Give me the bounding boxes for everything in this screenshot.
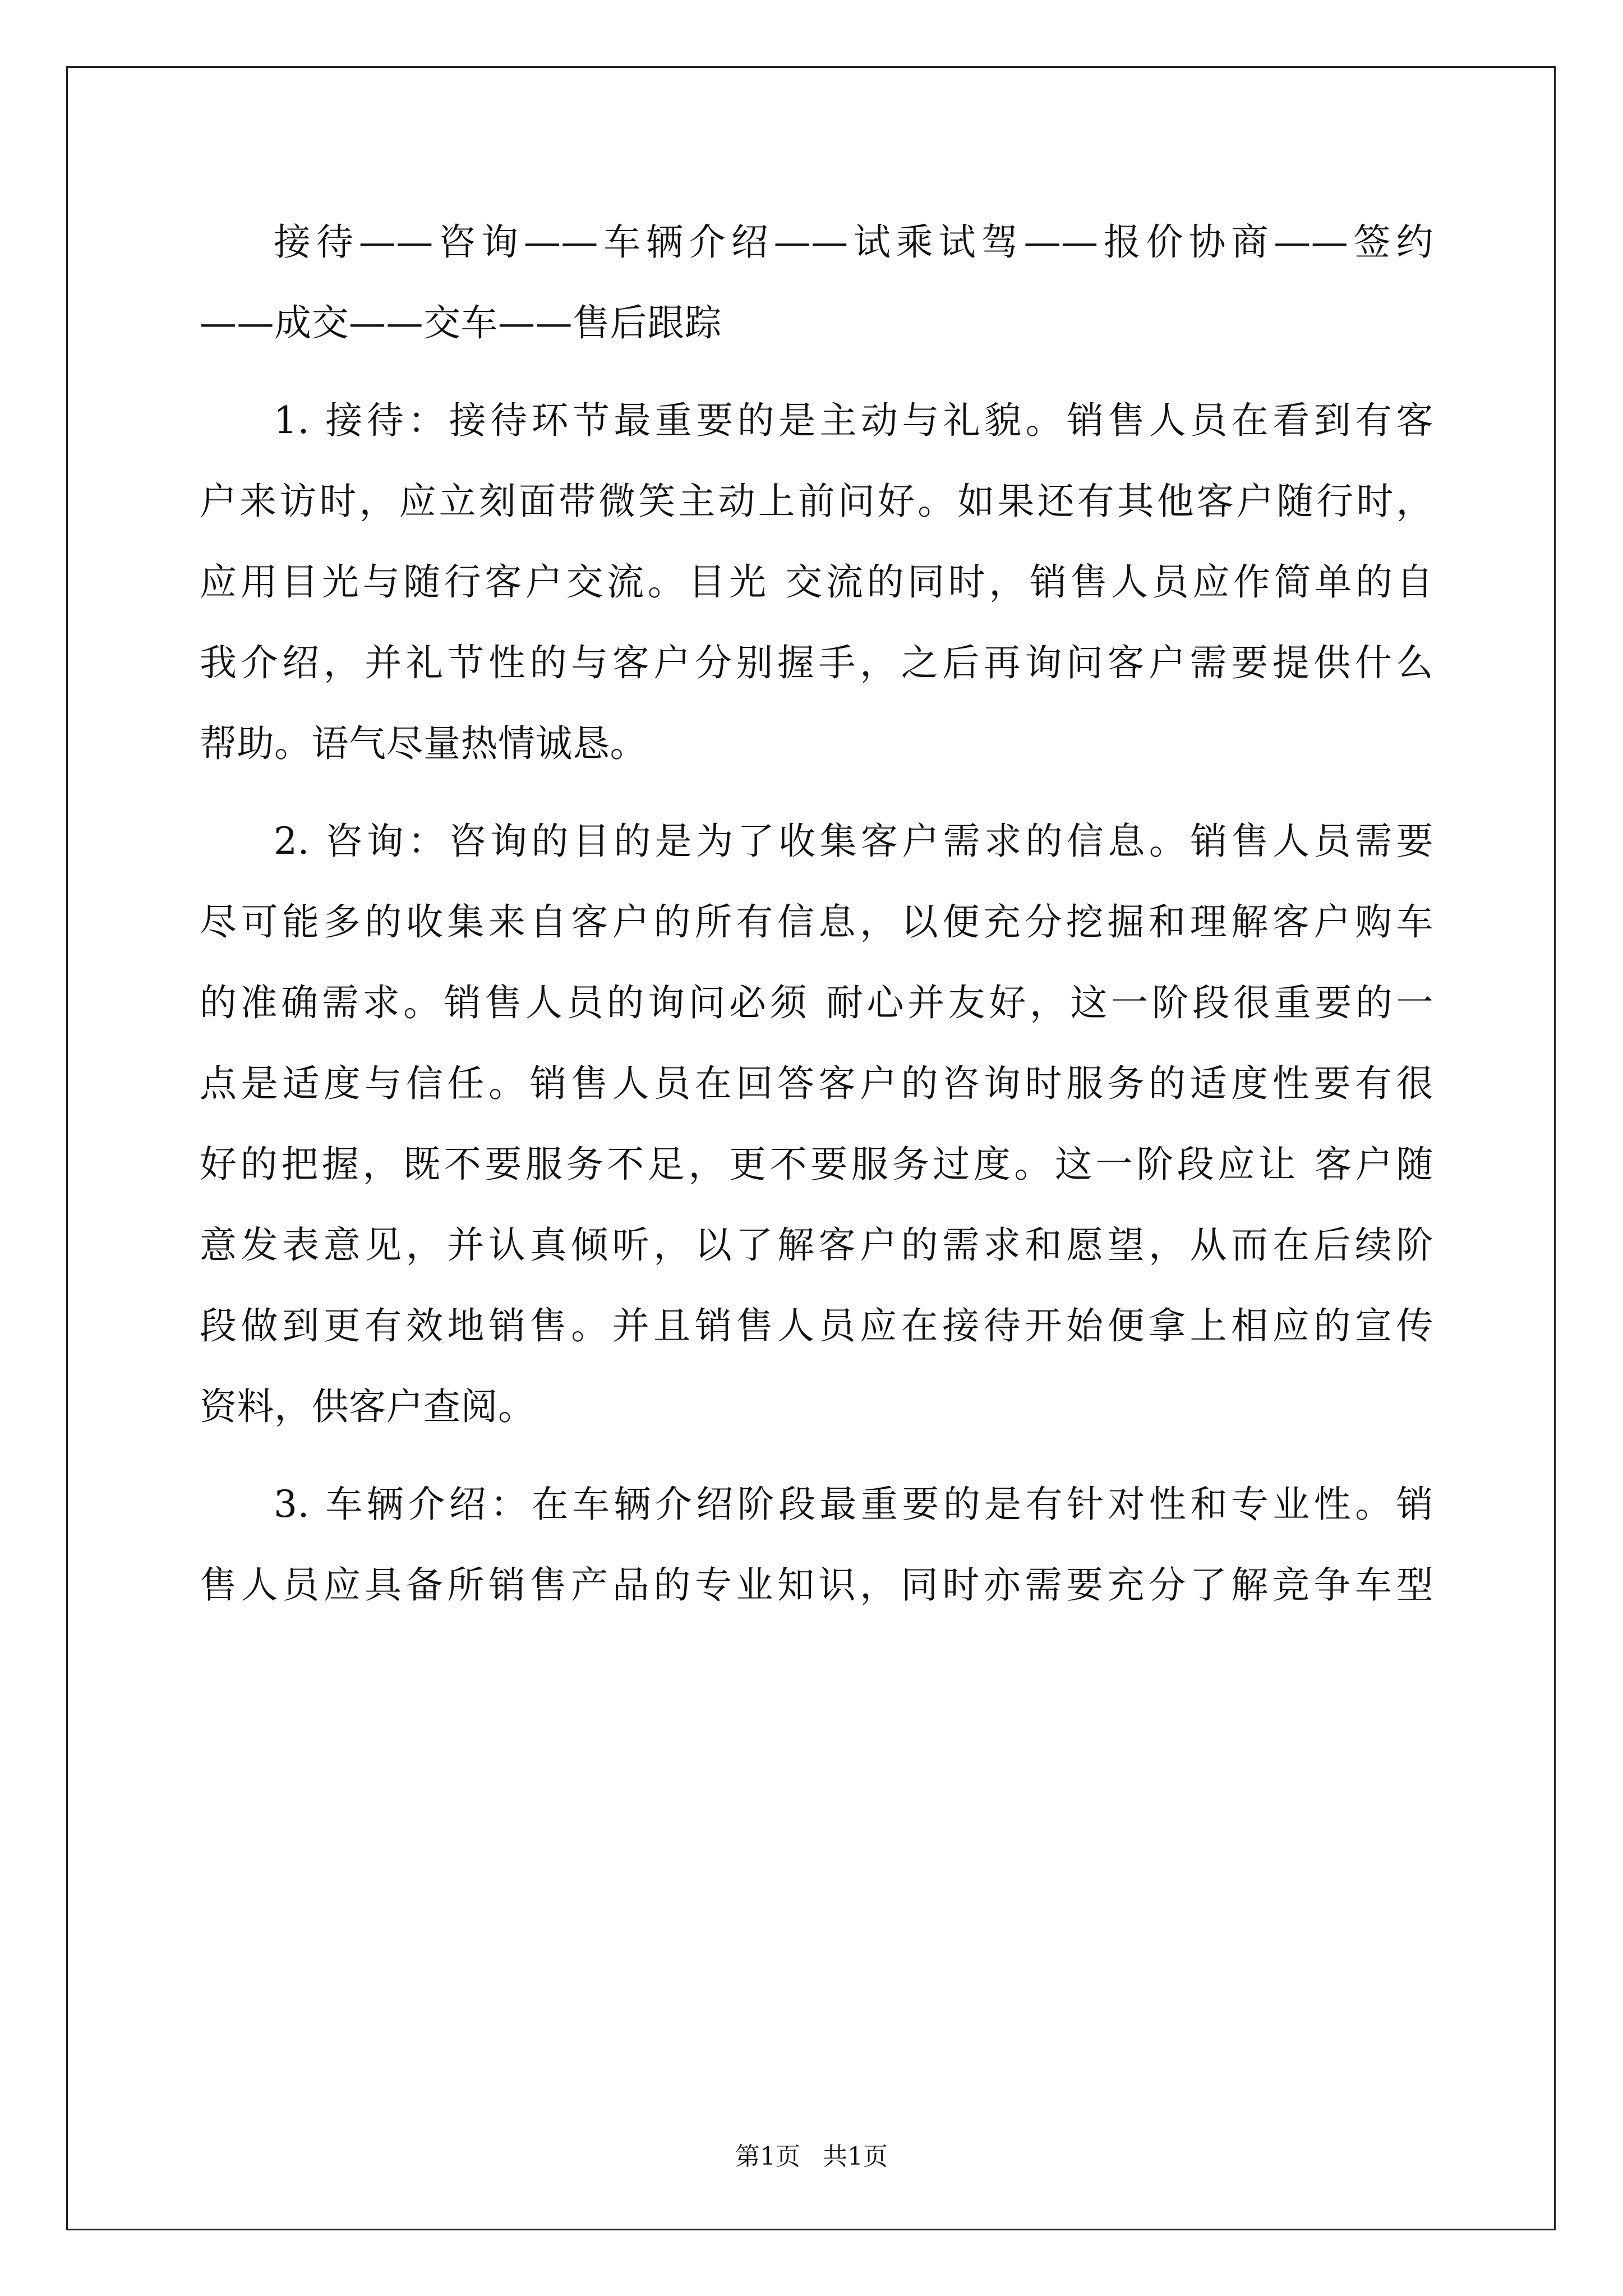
text-line: 的准确需求。销售人员的询问必须 耐心并友好，这一阶段很重要的一 [200, 981, 1433, 1024]
paragraph-process-flow [200, 202, 1433, 364]
text-line: 1. 接待：接待环节最重要的是主动与礼貌。销售人员在看到有客 [274, 399, 1433, 442]
text-line: 资料，供客户查阅。 [200, 1385, 536, 1428]
page-total: 共1页 [823, 2142, 888, 2171]
paragraph-vehicle-introduction [200, 1464, 1433, 1626]
text-line: ——成交——交车——售后跟踪 [200, 301, 722, 344]
page-number: 第1页 [735, 2142, 800, 2171]
text-line: 段做到更有效地销售。并且销售人员应在接待开始便拿上相应的宣传 [200, 1304, 1433, 1347]
text-line: 3. 车辆介绍：在车辆介绍阶段最重要的是有针对性和专业性。销 [274, 1483, 1433, 1526]
text-line: 2. 咨询：咨询的目的是为了收集客户需求的信息。销售人员需要 [274, 820, 1433, 863]
text-line: 应用目光与随行客户交流。目光 交流的同时，销售人员应作简单的自 [200, 560, 1433, 604]
text-line: 意发表意见，并认真倾听，以了解客户的需求和愿望，从而在后续阶 [200, 1223, 1433, 1267]
page-footer [0, 2140, 1623, 2174]
text-line: 尽可能多的收集来自客户的所有信息，以便充分挖掘和理解客户购车 [200, 900, 1433, 944]
text-line: 帮助。语气尽量热情诚恳。 [200, 722, 647, 765]
text-line: 点是适度与信任。销售人员在回答客户的咨询时服务的适度性要有很 [200, 1062, 1433, 1105]
paragraph-reception [200, 380, 1433, 784]
paragraph-consultation [200, 801, 1433, 1447]
text-line: 户来访时，应立刻面带微笑主动上前问好。如果还有其他客户随行时， [200, 480, 1433, 523]
text-line: 接待——咨询——车辆介绍——试乘试驾——报价协商——签约 [274, 220, 1433, 264]
text-line: 我介绍，并礼节性的与客户分别握手，之后再询问客户需要提供什么 [200, 641, 1433, 684]
text-line: 售人员应具备所销售产品的专业知识，同时亦需要充分了解竞争车型 [200, 1563, 1433, 1607]
text-line: 好的把握，既不要服务不足，更不要服务过度。这一阶段应让 客户随 [200, 1143, 1433, 1186]
document-body [200, 202, 1433, 1626]
